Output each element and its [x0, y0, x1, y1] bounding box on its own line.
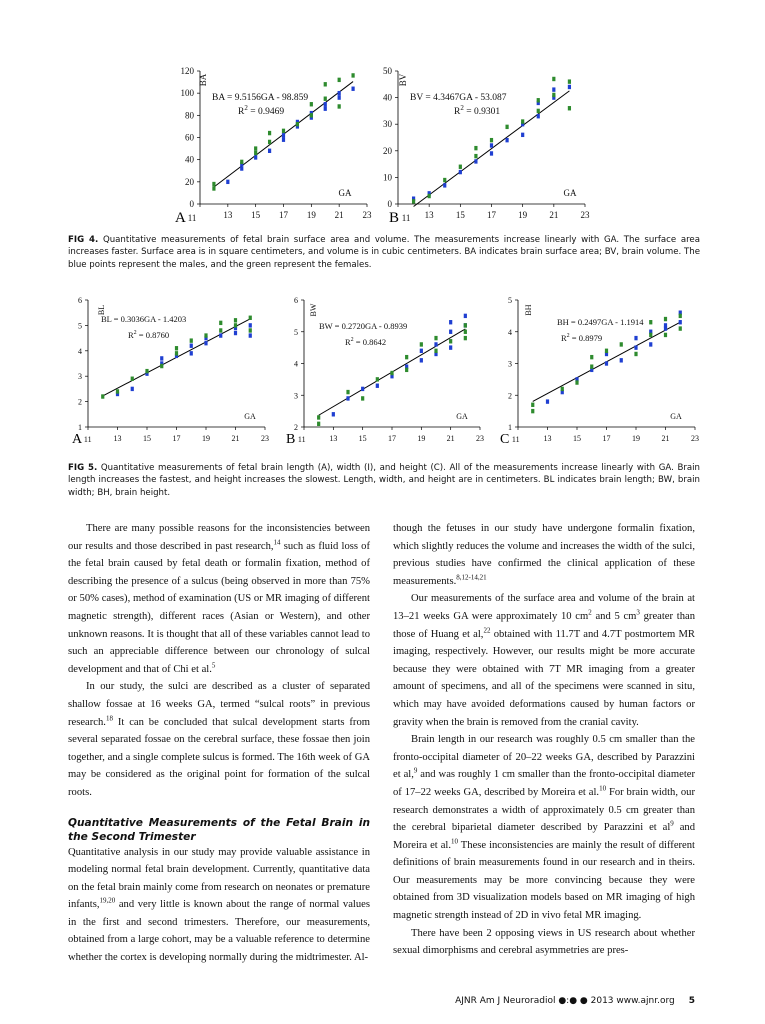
citation: 10	[599, 784, 607, 793]
text: It can be concluded that sulcal development starts from several separated fossae on the cerebral surface, these fossae then join together, and a single complete sulcus is formed. The 16th week of GA may be considered as the original point for formation of the sulcal roots.	[68, 716, 370, 798]
y-tick-label: 2	[508, 391, 512, 401]
data-point-male	[190, 344, 193, 348]
data-point-female	[679, 314, 682, 318]
x-axis-label: GA	[670, 412, 682, 421]
data-point-male	[324, 102, 327, 106]
data-point-male	[521, 133, 524, 137]
y-tick-label: 6	[78, 296, 82, 305]
text: such as fluid loss of the fetal brain caused by fetal death or formalin fixation, method of describing the presence of a sulcus (being observed in more than 75% or 50% cases), method of examination (US or MR imaging of different magnetic strength), different races (Asian or Western), and other unknown reasons. It is thought that all of these variables cannot lead to such an appreciable difference between our chronology of sulcal development and that of Chi et al.	[68, 540, 370, 675]
citation: 19,20	[99, 896, 116, 905]
data-point-female	[317, 415, 320, 419]
data-point-male	[376, 384, 379, 388]
x-tick-label: 17	[487, 210, 496, 220]
r2-value: = 0.8979	[569, 333, 603, 343]
data-point-female	[317, 422, 320, 426]
text: and very little is known about the range of normal values in the first and second trimesters. Therefore, our measurements, obtained from a large cohort, may be a valuable reference to determine whether the cortex is developing normally during the midtrimester. Al-	[68, 899, 370, 964]
data-point-male	[537, 114, 540, 118]
x-tick-label: 21	[661, 434, 670, 443]
data-point-male	[282, 138, 285, 142]
data-point-female	[405, 368, 408, 372]
r2-value: = 0.9469	[247, 107, 285, 117]
data-point-male	[664, 323, 667, 327]
data-point-male	[338, 91, 341, 95]
x-tick-label: 17	[172, 434, 181, 443]
citation: 22	[483, 626, 491, 635]
data-point-male	[160, 356, 163, 360]
y-tick-label: 3	[294, 391, 298, 401]
r2-exponent: 2	[350, 337, 354, 343]
regression-equation: BV = 4.3467GA - 53.087	[410, 93, 507, 103]
data-point-female	[310, 102, 313, 106]
data-point-female	[568, 106, 571, 110]
data-point-female	[361, 396, 364, 400]
data-point-male	[219, 333, 222, 337]
x-tick-label: 11	[401, 213, 411, 223]
data-point-female	[324, 97, 327, 101]
figure-4b-chart	[383, 66, 590, 226]
data-point-female	[434, 349, 437, 353]
x-tick-label: 19	[417, 434, 426, 443]
x-tick-label: 11	[297, 435, 306, 444]
data-point-female	[219, 321, 222, 325]
y-tick-label: 4	[508, 327, 512, 337]
y-tick-label: 2	[294, 423, 298, 432]
y-tick-label: 3	[78, 372, 82, 382]
right-paragraph-1	[393, 520, 695, 590]
data-point-female	[204, 333, 207, 337]
data-point-male	[546, 399, 549, 403]
superscript: 3	[636, 608, 640, 617]
data-point-female	[575, 380, 578, 384]
data-point-female	[679, 326, 682, 330]
data-point-female	[561, 387, 564, 391]
data-point-female	[531, 409, 534, 413]
data-point-female	[537, 98, 540, 102]
r2-value: = 0.8760	[136, 330, 170, 340]
r2-value: = 0.8642	[353, 337, 387, 347]
data-point-female	[649, 320, 652, 324]
data-point-female	[190, 338, 193, 342]
data-point-female	[649, 333, 652, 337]
y-tick-label: 80	[185, 110, 194, 121]
y-tick-label: 4	[78, 346, 82, 356]
x-tick-label: 19	[518, 210, 528, 220]
data-point-male	[605, 361, 608, 365]
x-tick-label: 11	[511, 435, 520, 444]
figure-5a-chart	[72, 296, 269, 447]
data-point-female	[521, 119, 524, 123]
data-point-male	[620, 358, 623, 362]
data-point-female	[254, 151, 257, 155]
y-tick-label: 5	[78, 321, 82, 331]
data-point-female	[351, 73, 354, 77]
data-point-female	[537, 109, 540, 113]
y-tick-label: 1	[78, 423, 82, 432]
data-point-male	[649, 342, 652, 346]
data-point-female	[254, 146, 257, 150]
data-point-female	[212, 186, 215, 190]
data-point-female	[531, 403, 534, 407]
regression-equation: BA = 9.5156GA - 98.859	[212, 93, 309, 103]
text: These inconsistencies are mainly the result of different definitions of brain measurements found in our research and in theirs. Our measurements may be more convincing because they were obtained from 3D visualization models based on MR imaging of high magnetic strength instead of 2D in vivo fetal MR imaging.	[393, 839, 695, 922]
r2-value: = 0.9301	[463, 107, 501, 117]
data-point-female	[664, 317, 667, 321]
right-paragraph-2	[393, 590, 695, 731]
data-point-male	[490, 143, 493, 147]
text: and was roughly 1 cm smaller than the fronto-occipital diameter of 17–22 weeks GA, described by Moreira et al.	[393, 769, 695, 798]
data-point-male	[338, 95, 341, 99]
x-axis-label: GA	[244, 412, 256, 421]
r2-letter: R	[345, 337, 351, 347]
data-point-male	[420, 358, 423, 362]
regression-equation: BH = 0.2497GA - 1.1914	[557, 317, 644, 327]
figure-5-caption-text: Quantitative measurements of fetal brain length (A), width (I), and height (C). All of the measurements increase linearly with GA. Brain length increases the fastest, and height increases the slowest. Length, width, and height are in centimeters. BL indicates brain length; BW, brain width; BH, brain height.	[68, 463, 700, 498]
x-tick-label: 21	[549, 210, 559, 220]
data-point-female	[464, 323, 467, 327]
data-point-female	[249, 328, 252, 332]
right-column	[393, 520, 695, 960]
x-tick-label: 13	[113, 434, 122, 443]
y-tick-label: 20	[185, 176, 194, 187]
text: For brain width, our research demonstrates a width of approximately 0.5 cm greater than the cerebral biparietal diameter described by Parazzini et al	[393, 786, 695, 834]
x-tick-label: 23	[580, 210, 590, 220]
data-point-male	[332, 412, 335, 416]
data-point-male	[249, 333, 252, 337]
data-point-female	[116, 389, 119, 393]
data-point-female	[282, 129, 285, 133]
citation: 14	[273, 538, 281, 547]
figure-5-caption	[68, 462, 700, 499]
data-point-male	[204, 341, 207, 345]
left-column	[68, 520, 370, 967]
citation: 9	[670, 819, 674, 828]
r2-letter: R	[561, 333, 567, 343]
data-point-female	[268, 140, 271, 144]
y-tick-label: 40	[185, 154, 194, 165]
text: though the fetuses in our study have undergone formalin fixation, which slightly reduces the volume and increases the width of the sulci, previous studies have confirmed the clinical application of these measurements.	[393, 523, 695, 587]
data-point-female	[145, 369, 148, 373]
x-tick-label: 21	[334, 210, 344, 220]
data-point-male	[361, 387, 364, 391]
data-point-female	[324, 82, 327, 86]
data-point-female	[268, 131, 271, 135]
x-tick-label: 15	[455, 210, 465, 220]
data-point-female	[405, 355, 408, 359]
data-point-female	[605, 349, 608, 353]
data-point-male	[282, 133, 285, 137]
data-point-female	[338, 78, 341, 82]
x-axis-label: GA	[456, 412, 468, 421]
y-tick-label: 120	[180, 66, 194, 76]
data-point-female	[390, 371, 393, 375]
data-point-male	[351, 87, 354, 91]
citation: 9	[413, 766, 418, 775]
y-tick-label: 30	[383, 119, 392, 130]
data-point-male	[474, 159, 477, 163]
y-tick-label: 50	[383, 66, 392, 76]
y-tick-label: 40	[383, 92, 392, 103]
x-tick-label: 15	[573, 434, 581, 443]
x-tick-label: 17	[602, 434, 611, 443]
data-point-male	[226, 180, 229, 184]
y-axis-label: BL	[97, 304, 106, 316]
y-tick-label: 20	[383, 145, 392, 156]
text: obtained with 11.7T and 4.7T postmortem MR imaging, respectively. However, our results might be more accurate because they were obtained with 7T MR imaging from a greater amount of specimens, and all of the specimens were scanned in situ, which may have avoided deformations caused by human factors or gravity when the brain is removed from the cranial cavity.	[393, 628, 695, 728]
x-tick-label: 23	[261, 434, 269, 443]
data-point-male	[552, 87, 555, 91]
panel-label: C	[500, 432, 510, 447]
y-tick-label: 2	[78, 397, 82, 407]
r2-letter: R	[238, 107, 245, 117]
figure-4-caption-text: Quantitative measurements of fetal brain surface area and volume. The measurements increase linearly with GA. The surface area increases faster. Surface area is in square centimeters, and volume is in cubic centimeters. BA indicates brain surface area; BV, brain volume. The blue points represent the males, and the green represent the females.	[68, 235, 700, 270]
text: and Moreira et al.	[393, 822, 695, 851]
data-point-female	[234, 318, 237, 322]
data-point-female	[212, 182, 215, 186]
data-point-female	[101, 394, 104, 398]
citation: 10	[451, 837, 459, 846]
data-point-female	[412, 199, 415, 203]
data-point-male	[254, 155, 257, 159]
journal-info: AJNR Am J Neuroradiol ●:● ● 2013 www.ajnr.org	[455, 996, 675, 1006]
data-point-male	[679, 320, 682, 324]
figure-4-label: FIG 4.	[68, 235, 99, 245]
data-point-female	[620, 342, 623, 346]
y-tick-label: 100	[180, 88, 194, 99]
x-tick-label: 23	[476, 434, 484, 443]
right-paragraph-3	[393, 731, 695, 925]
data-point-female	[449, 339, 452, 343]
data-point-female	[490, 138, 493, 142]
r-squared	[238, 104, 284, 117]
panel-label: A	[175, 210, 186, 226]
data-point-female	[160, 364, 163, 368]
x-tick-label: 17	[279, 210, 288, 220]
data-point-female	[664, 333, 667, 337]
citation: 8,12-14,21	[456, 573, 487, 582]
data-point-male	[324, 106, 327, 110]
r2-letter: R	[454, 107, 461, 117]
figure-4	[0, 0, 765, 230]
y-tick-label: 3	[508, 359, 512, 369]
x-tick-label: 19	[632, 434, 640, 443]
data-point-female	[175, 346, 178, 350]
x-tick-label: 11	[83, 435, 92, 444]
data-point-female	[296, 122, 299, 126]
x-tick-label: 21	[231, 434, 240, 443]
x-tick-label: 15	[143, 434, 151, 443]
citation: 5	[211, 661, 216, 670]
data-point-male	[459, 170, 462, 174]
data-point-male	[234, 331, 237, 335]
data-point-male	[449, 345, 452, 349]
r2-letter: R	[128, 330, 134, 340]
data-point-male	[443, 183, 446, 187]
data-point-male	[346, 396, 349, 400]
citation: 18	[105, 714, 113, 722]
data-point-female	[443, 178, 446, 182]
data-point-female	[552, 77, 555, 81]
x-tick-label: 23	[362, 210, 372, 220]
figure-4-caption	[68, 234, 700, 271]
data-point-female	[474, 146, 477, 150]
page-number: 5	[688, 996, 695, 1006]
data-point-male	[240, 166, 243, 170]
figure-5	[0, 288, 765, 458]
data-point-male	[634, 336, 637, 340]
panel-label: B	[389, 210, 400, 226]
data-point-male	[568, 85, 571, 89]
panel-label: B	[286, 432, 296, 447]
data-point-male	[490, 151, 493, 155]
text: and 5 cm	[591, 610, 637, 622]
data-point-male	[249, 323, 252, 327]
y-axis-label: BA	[198, 73, 208, 87]
x-tick-label: 19	[202, 434, 210, 443]
y-tick-label: 5	[294, 327, 298, 337]
data-point-male	[449, 330, 452, 334]
right-paragraph-4: There have been 2 opposing views in US research about whether sexual dimorphisms and cerebral asymmetries are pres-	[393, 927, 695, 957]
data-point-female	[459, 165, 462, 169]
y-axis-label: BH	[524, 304, 533, 316]
data-point-female	[240, 160, 243, 164]
regression-equation: BW = 0.2720GA - 0.8939	[319, 321, 408, 331]
data-point-female	[420, 342, 423, 346]
y-tick-label: 60	[185, 132, 194, 143]
r-squared	[128, 330, 169, 340]
r-squared	[454, 104, 500, 117]
text: Our measurements of the surface area and volume of the brain at 13–21 weeks GA were approximately 10 cm	[393, 593, 695, 622]
data-point-female	[464, 330, 467, 334]
data-point-male	[190, 351, 193, 355]
figure-5b-chart	[286, 296, 484, 447]
y-axis-label: BW	[309, 303, 318, 317]
section-heading: Quantitative Measurements of the Fetal Brain in the Second Trimester	[68, 816, 370, 843]
y-tick-label: 6	[294, 296, 298, 305]
y-tick-label: 0	[189, 199, 194, 209]
y-tick-label: 0	[387, 199, 392, 209]
data-point-female	[234, 323, 237, 327]
data-point-female	[505, 125, 508, 129]
data-point-male	[464, 314, 467, 318]
data-point-male	[420, 349, 423, 353]
data-point-female	[590, 355, 593, 359]
x-tick-label: 15	[251, 210, 261, 220]
data-point-female	[590, 364, 593, 368]
data-point-female	[249, 316, 252, 320]
r-squared	[561, 333, 602, 343]
data-point-female	[428, 194, 431, 198]
y-tick-label: 4	[294, 359, 298, 369]
left-paragraph-3	[68, 844, 370, 967]
x-tick-label: 11	[187, 213, 197, 223]
data-point-female	[434, 336, 437, 340]
x-tick-label: 15	[358, 434, 367, 443]
x-tick-label: 19	[306, 210, 316, 220]
data-point-female	[175, 351, 178, 355]
data-point-male	[131, 387, 134, 391]
data-point-female	[346, 390, 349, 394]
r2-exponent: 2	[460, 104, 464, 112]
data-point-female	[634, 352, 637, 356]
left-paragraph-2	[68, 678, 370, 801]
figure-5c-chart	[500, 296, 699, 447]
y-tick-label: 10	[383, 172, 392, 183]
data-point-female	[376, 377, 379, 381]
x-tick-label: 13	[329, 434, 338, 443]
figure-4a-chart	[175, 66, 372, 226]
data-point-female	[474, 154, 477, 158]
figure-5-label: FIG 5.	[68, 463, 98, 473]
x-tick-label: 17	[388, 434, 396, 443]
left-paragraph-1	[68, 520, 370, 678]
data-point-male	[268, 149, 271, 153]
data-point-female	[131, 377, 134, 381]
x-tick-label: 13	[543, 434, 552, 443]
r2-exponent: 2	[566, 333, 570, 339]
panel-label: A	[72, 432, 83, 447]
data-point-male	[449, 320, 452, 324]
text: Quantitative analysis in our study may provide valuable assistance in modeling normal fetal brain development. Currently, quantitative data on the fetal brain mainly come from research on neonates or premature infants,	[68, 846, 370, 911]
x-axis-label: GA	[338, 188, 352, 198]
data-point-female	[464, 336, 467, 340]
text: In our study, the sulci are described as a cluster of separated shallow fossae at 16 weeks GA, termed “sulcal roots” in previous research.	[68, 681, 370, 728]
data-point-female	[338, 104, 341, 108]
data-point-male	[505, 138, 508, 142]
superscript: 2	[588, 608, 592, 617]
text: Brain length in our research was roughly 0.5 cm smaller than the fronto-occipital diameter of 20–22 weeks GA, described by Parazzini et al,	[393, 734, 695, 781]
data-point-male	[434, 342, 437, 346]
x-tick-label: 21	[446, 434, 455, 443]
data-point-female	[552, 93, 555, 97]
x-tick-label: 13	[223, 210, 233, 220]
x-axis-label: GA	[563, 188, 577, 198]
r2-exponent: 2	[244, 104, 248, 112]
x-tick-label: 23	[691, 434, 699, 443]
x-tick-label: 13	[424, 210, 434, 220]
y-tick-label: 1	[508, 423, 512, 432]
data-point-female	[310, 113, 313, 117]
page-footer	[455, 996, 695, 1006]
data-point-male	[634, 345, 637, 349]
data-point-female	[219, 328, 222, 332]
data-point-female	[568, 79, 571, 83]
y-axis-label: BV	[398, 73, 408, 87]
r-squared	[345, 337, 386, 347]
text: There are many possible reasons for the inconsistencies between our results and those described in past research,	[68, 523, 370, 552]
y-tick-label: 5	[508, 296, 512, 305]
regression-equation: BL = 0.3036GA - 1.4203	[101, 314, 187, 324]
text: greater than those of Huang et al,	[393, 610, 695, 640]
r2-exponent: 2	[133, 330, 137, 336]
